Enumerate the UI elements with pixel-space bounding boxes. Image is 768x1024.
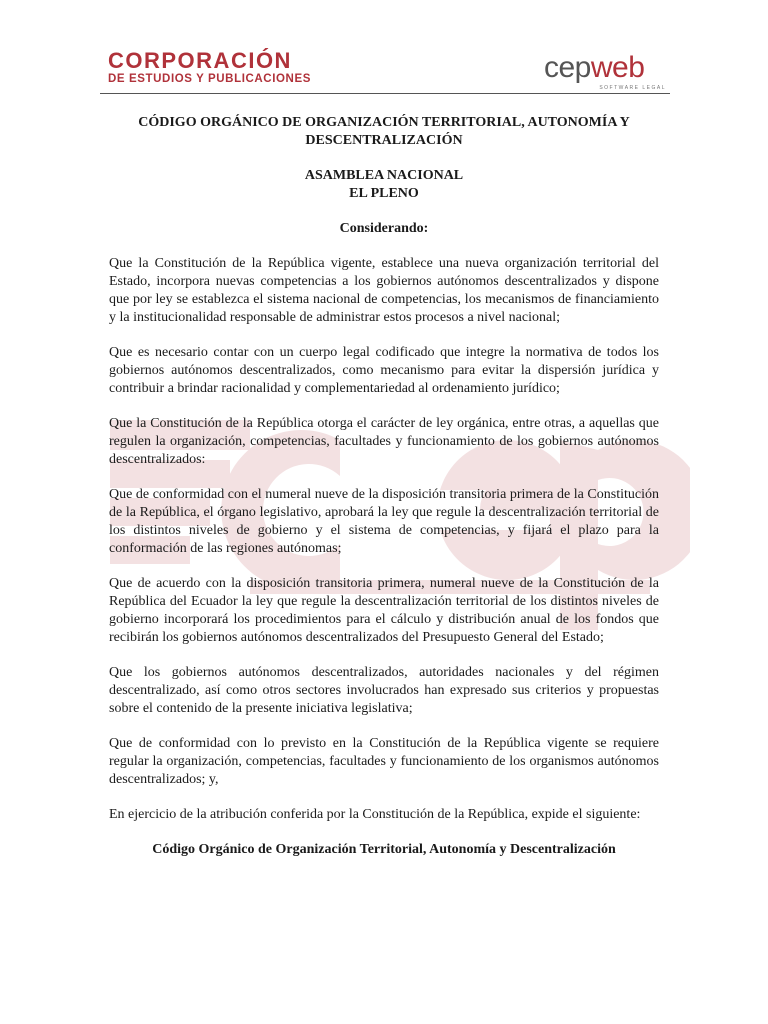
brand-cep: cep [544, 51, 591, 84]
brand-tagline: SOFTWARE LEGAL [599, 85, 666, 91]
paragraph: Que de conformidad con lo previsto en la Constitución de la República vigente se requiere regular la organización, competencias, facultades y funcionamiento de los organismos autónomos descentralizados; y, [109, 736, 659, 787]
header-divider [100, 93, 670, 94]
paragraph: Que de conformidad con el numeral nueve de la disposición transitoria primera de la Constitución de la República, el órgano legislativo, aprobará la ley que regule la descentralización territorial de los distintos niveles de gobierno y el sistema de competencias, y fijará el plazo para la conformación de las regiones autónomas; [109, 487, 659, 556]
document-title: CÓDIGO ORGÁNICO DE ORGANIZACIÓN TERRITORIAL, AUTONOMÍA Y DESCENTRALIZACIÓN [138, 115, 630, 148]
paragraph: En ejercicio de la atribución conferida por la Constitución de la República, expide el siguiente: [109, 807, 641, 822]
paragraph: Que los gobiernos autónomos descentralizados, autoridades nacionales y del régimen descentralizado, así como otros sectores involucrados han expresado sus criterios y propuestas sobre el contenido de la presente iniciativa legislativa; [109, 665, 659, 716]
assembly-body: EL PLENO [349, 186, 419, 201]
brand-web: web [590, 51, 645, 84]
page-header [0, 0, 768, 96]
corp-name: CORPORACIÓN [108, 48, 292, 73]
document-body [109, 114, 659, 859]
paragraph: Que la Constitución de la República otorga el carácter de ley orgánica, entre otras, a aquellas que regulen la organización, competencias, facultades y funcionamiento de los gobiernos autónomos descentralizados: [109, 416, 659, 467]
paragraph: Que es necesario contar con un cuerpo legal codificado que integre la normativa de todos los gobiernos autónomos descentralizados, como mecanismo para evitar la dispersión jurídica y contribuir a brindar racionalidad y complementariedad al ordenamiento jurídico; [109, 345, 659, 396]
paragraph: Que de acuerdo con la disposición transitoria primera, numeral nueve de la Constitución de la República del Ecuador la ley que regule la descentralización territorial de los distintos niveles de gobierno incorporará los procedimientos para el cálculo y distribución anual de los fondos que recibirán los gobiernos autónomos descentralizados del Presupuesto General del Estado; [109, 576, 659, 645]
paragraph: Que la Constitución de la República vigente, establece una nueva organización territorial del Estado, incorpora nuevas competencias a los gobiernos autónomos descentralizados y dispone que por ley se establezca el sistema nacional de competencias, los mecanismos de financiamiento y la institucionalidad responsable de administrar estos procesos a nivel nacional; [109, 256, 659, 325]
code-title: Código Orgánico de Organización Territorial, Autonomía y Descentralización [152, 842, 616, 857]
considerando-heading: Considerando: [339, 221, 429, 236]
assembly-name: ASAMBLEA NACIONAL [304, 168, 464, 183]
cepweb-logo [544, 53, 670, 93]
corp-subtitle: DE ESTUDIOS Y PUBLICACIONES [108, 73, 312, 85]
corporacion-logo [108, 50, 311, 86]
